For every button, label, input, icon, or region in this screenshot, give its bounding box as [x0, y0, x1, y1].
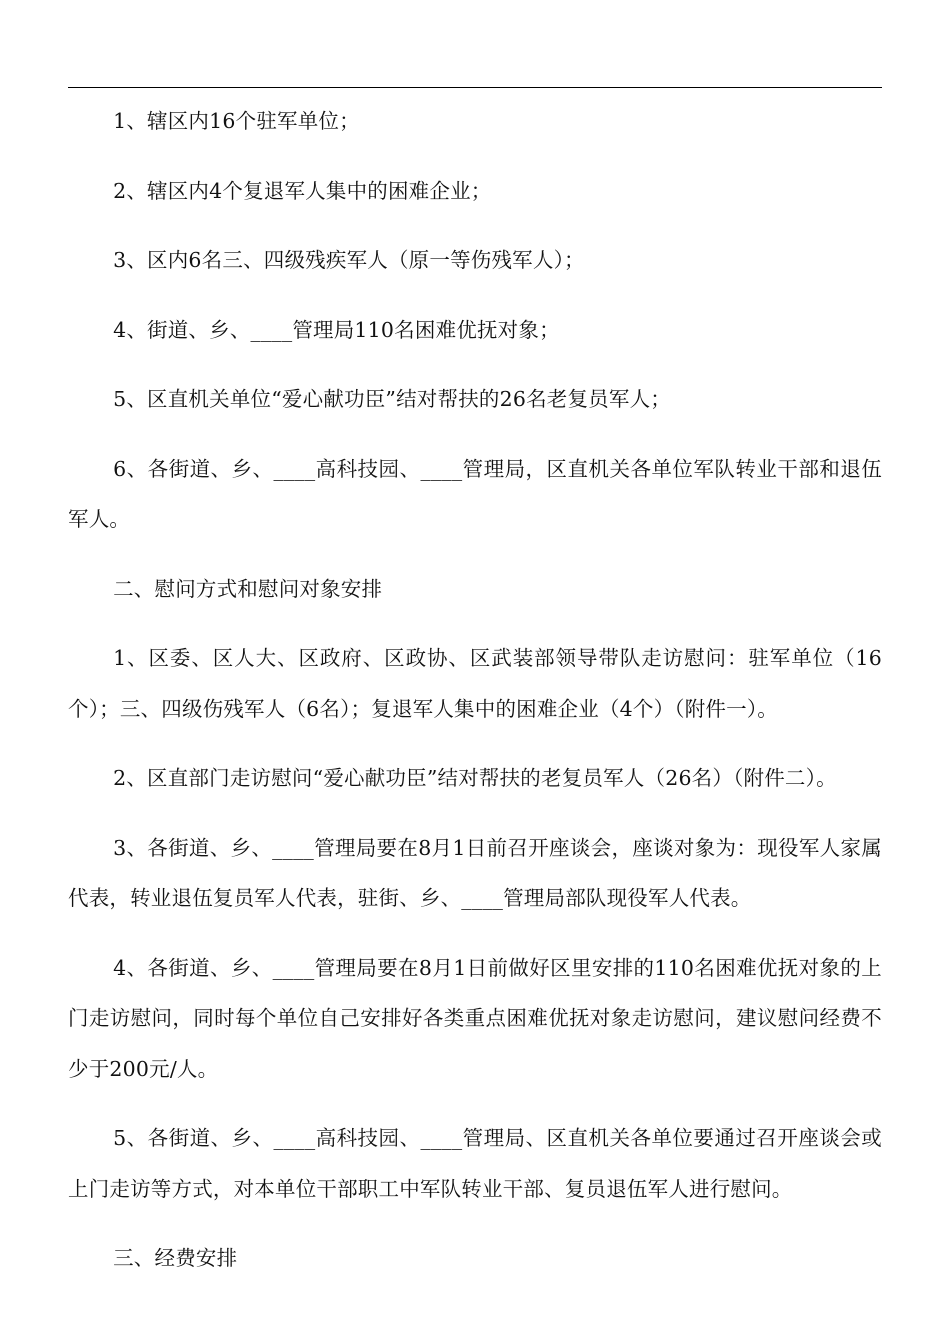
paragraph-section2-item-1: 1、区委、区人大、区政府、区政协、区武装部领导带队走访慰问：驻军单位（16个）；三、四级伤残军人（6名）；复退军人集中的困难企业（4个）（附件一）。 — [68, 646, 882, 721]
paragraph-section2-item-2: 2、区直部门走访慰问“爱心献功臣”结对帮扶的老复员军人（26名）（附件二）。 — [113, 766, 837, 790]
paragraph-section2-item-4: 4、各街道、乡、____管理局要在8月1日前做好区里安排的110名困难优抚对象的上门走访慰问，同时每个单位自己安排好各类重点困难优抚对象走访慰问，建议慰问经费不少于200元/人。 — [68, 955, 882, 1081]
paragraph-item-4: 4、街道、乡、____管理局110名困难优抚对象； — [113, 317, 560, 342]
paragraph-item-2: 2、辖区内4个复退军人集中的困难企业； — [113, 178, 492, 203]
document-body — [68, 96, 882, 1284]
paragraph-item-3: 3、区内6名三、四级残疾军人（原一等伤残军人）； — [113, 248, 585, 272]
paragraph-section2-item-5: 5、各街道、乡、____高科技园、____管理局、区直机关各单位要通过召开座谈会或上门走访等方式，对本单位干部职工中军队转业干部、复员退伍军人进行慰问。 — [68, 1126, 882, 1201]
paragraph-item-5: 5、区直机关单位“爱心献功臣”结对帮扶的26名老复员军人； — [113, 387, 671, 411]
header-rule — [68, 87, 882, 88]
section-heading-3: 三、经费安排 — [113, 1246, 238, 1270]
section-heading-2: 二、慰问方式和慰问对象安排 — [113, 576, 383, 601]
paragraph-item-1: 1、辖区内16个驻军单位； — [113, 109, 360, 133]
paragraph-item-6: 6、各街道、乡、____高科技园、____管理局，区直机关各单位军队转业干部和退伍军人。 — [68, 456, 882, 531]
paragraph-section2-item-3: 3、各街道、乡、____管理局要在8月1日前召开座谈会，座谈对象为：现役军人家属代表，转业退伍复员军人代表，驻街、乡、____管理局部队现役军人代表。 — [68, 835, 882, 910]
